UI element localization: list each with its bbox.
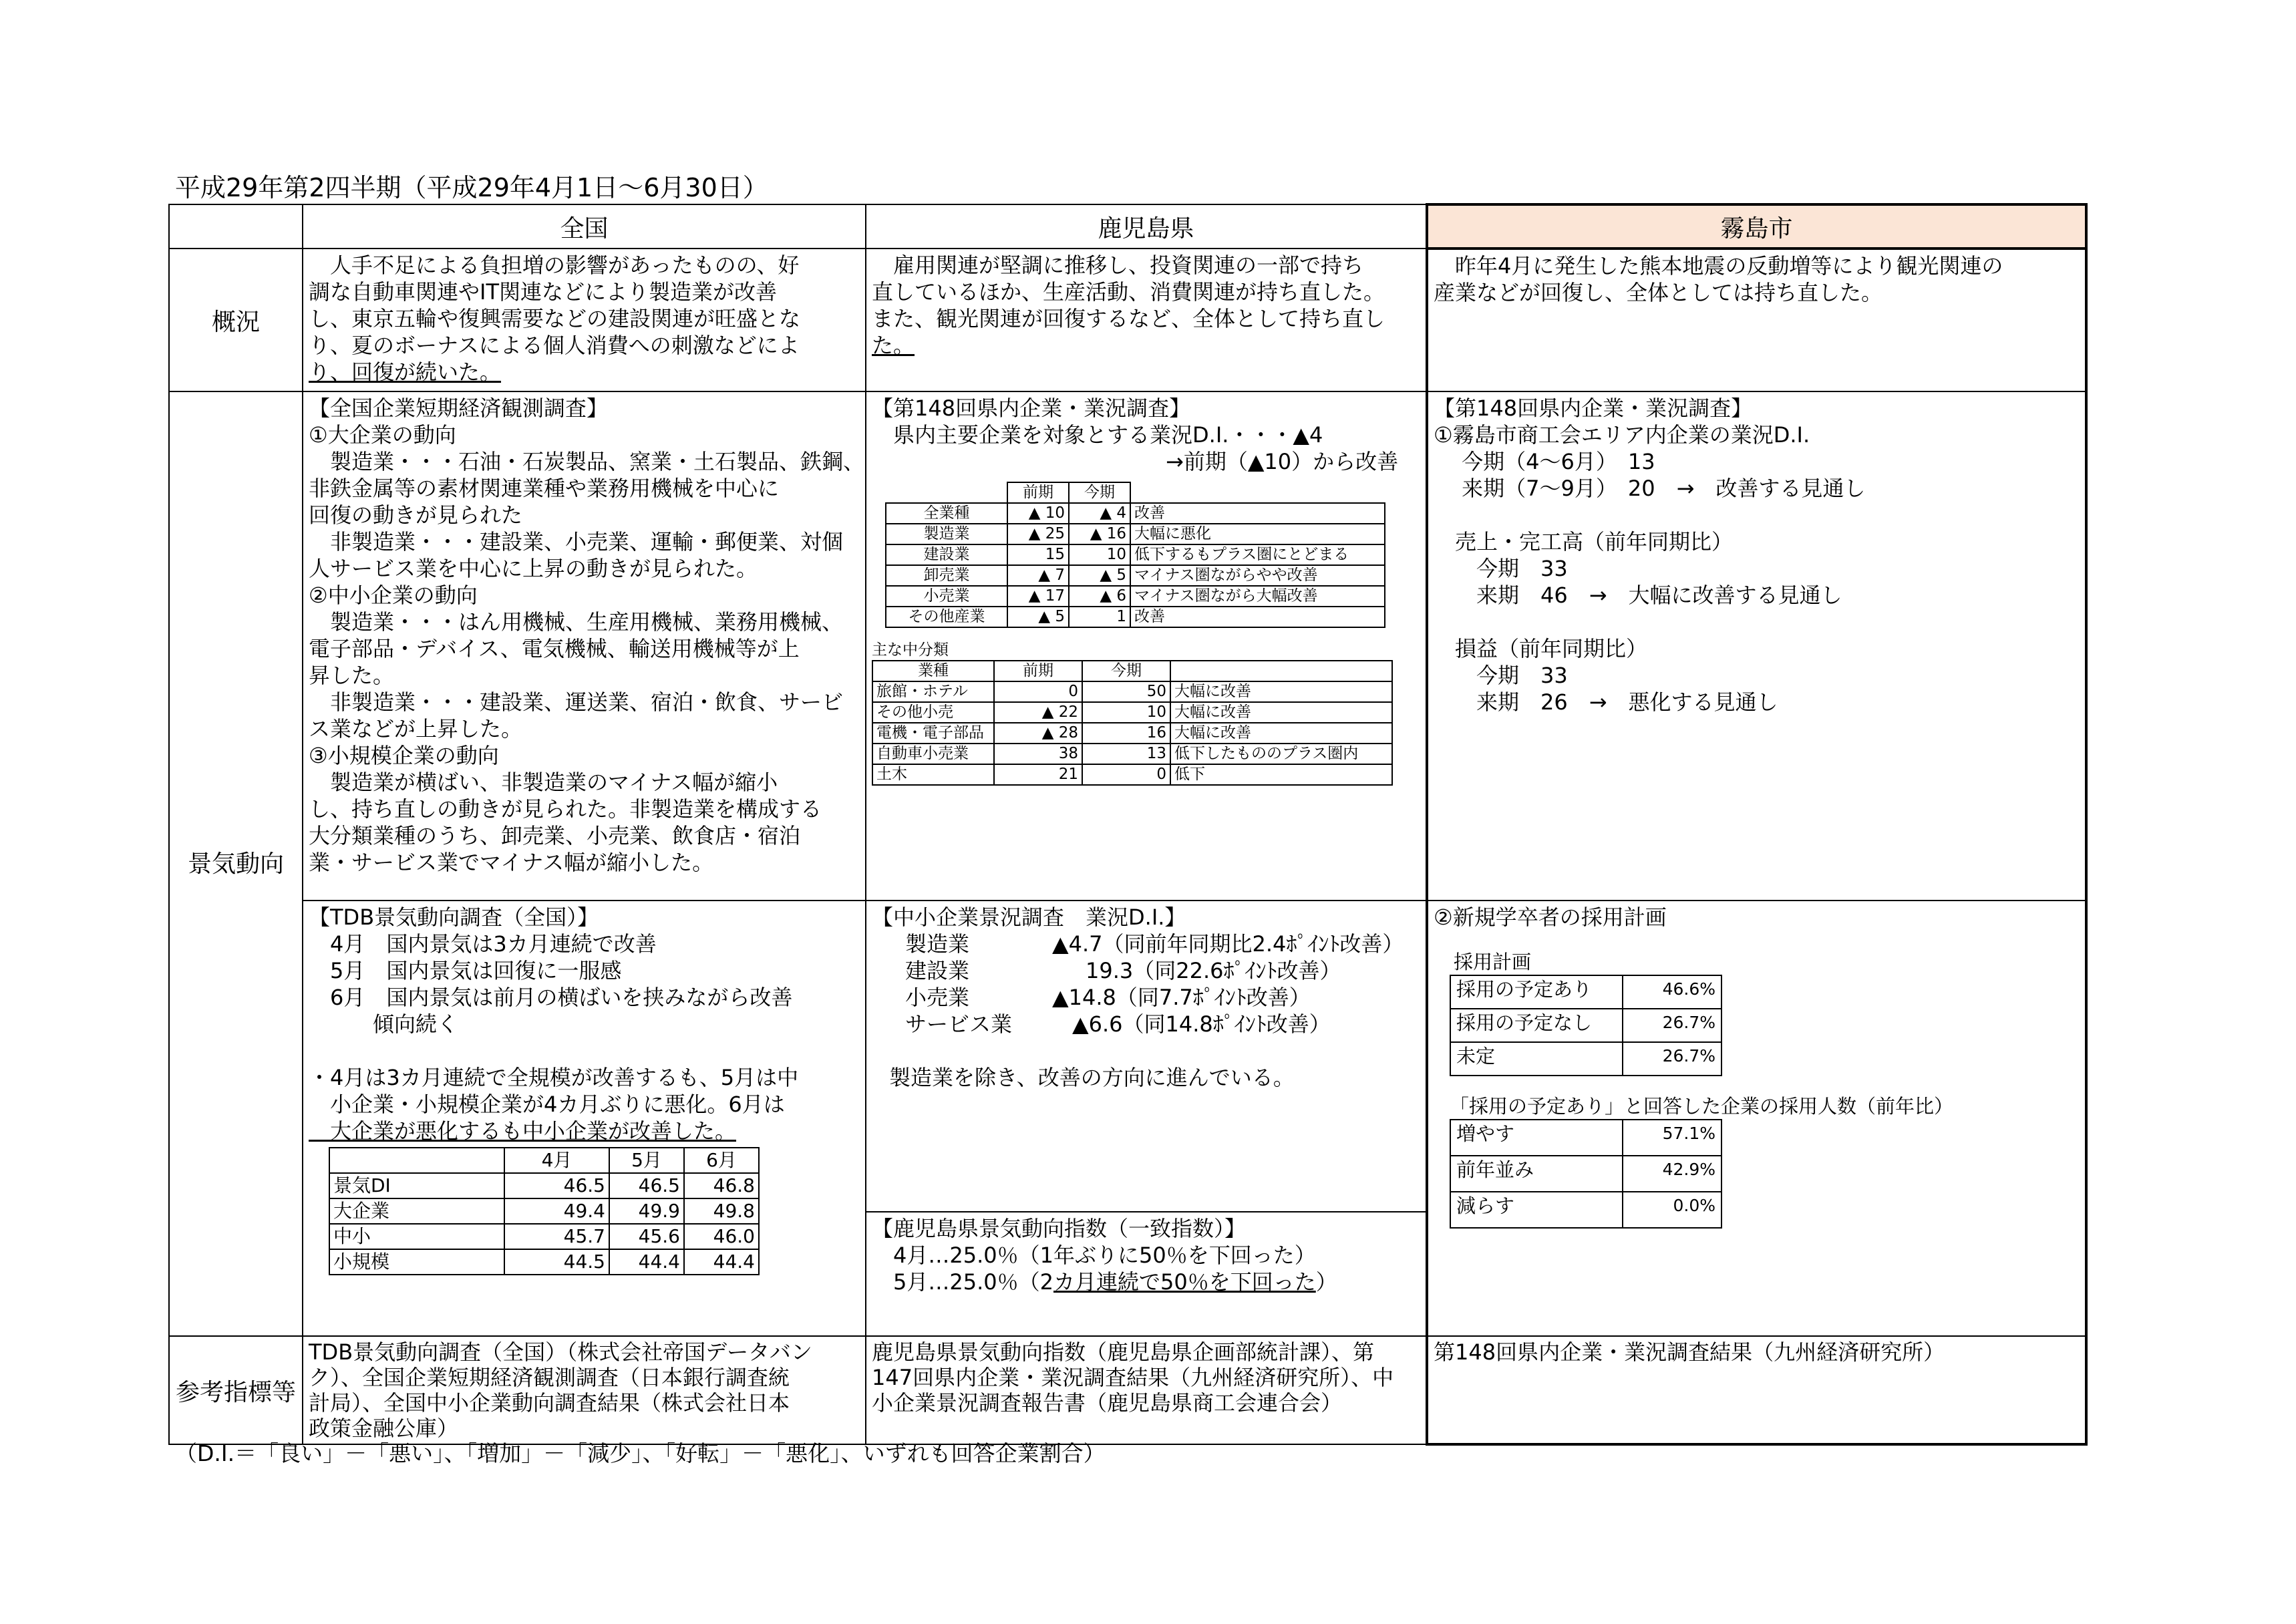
hiring-count-table bbox=[1450, 1119, 1722, 1229]
tdb-cell bbox=[303, 901, 866, 1336]
text-line: ス業などが上昇した。 bbox=[309, 716, 523, 742]
row-label: 小規模 bbox=[329, 1249, 504, 1275]
row-label: 中小 bbox=[329, 1224, 504, 1249]
value: 46.5 bbox=[609, 1173, 684, 1198]
economic-summary-table bbox=[168, 203, 2088, 1446]
text-line: 業・サービス業でマイナス幅が縮小した。 bbox=[309, 850, 714, 875]
prev-value: ▲ 28 bbox=[994, 723, 1082, 744]
table-row bbox=[886, 524, 1385, 544]
text-line: 小企業景況調査報告書（鹿児島県商工会連合会） bbox=[872, 1390, 1343, 1416]
curr-value: 50 bbox=[1082, 681, 1170, 702]
industry: その他産業 bbox=[886, 607, 1007, 627]
col-header: 6月 bbox=[684, 1148, 759, 1173]
text-line: 製造業が横ばい、非製造業のマイナス幅が縮小 bbox=[309, 770, 778, 795]
text-line: 大企業が悪化するも中小企業が改善した。 bbox=[309, 1118, 737, 1144]
text-line: 今期（4〜6月） 13 bbox=[1434, 449, 1655, 474]
comment: 大幅に改善 bbox=[1170, 723, 1392, 744]
prev-value: 21 bbox=[994, 764, 1082, 785]
spacer bbox=[1434, 502, 2080, 528]
tankan-cell bbox=[303, 391, 866, 901]
prev-value: 0 bbox=[994, 681, 1082, 702]
text-line: 人手不足による負担増の影響があったものの、好 bbox=[309, 253, 800, 278]
page-title: 平成29年第2四半期（平成29年4月1日〜6月30日） bbox=[175, 173, 768, 202]
corner-cell bbox=[169, 204, 303, 249]
table-row bbox=[1450, 1192, 1721, 1228]
sme-value: ▲6.6（同14.8ﾎﾟｲﾝﾄ改善） bbox=[1072, 1011, 1331, 1037]
text-line: 第148回県内企業・業況調査結果（九州経済研究所） bbox=[1434, 1339, 1945, 1365]
count-label: 増やす bbox=[1450, 1120, 1623, 1156]
comment: 大幅に悪化 bbox=[1130, 524, 1385, 544]
table-row bbox=[886, 607, 1385, 627]
text-line: 大分類業種のうち、卸売業、小売業、飲食店・宿泊 bbox=[309, 823, 801, 848]
header-prefecture: 鹿児島県 bbox=[866, 204, 1427, 249]
table-row bbox=[1450, 1120, 1721, 1156]
row-label-overview: 概況 bbox=[169, 249, 303, 391]
text-line: 製造業・・・はん用機械、生産用機械、業務用機械、 bbox=[309, 609, 844, 635]
spacer bbox=[1434, 609, 2080, 635]
table-row bbox=[886, 565, 1385, 586]
comment: 大幅に改善 bbox=[1170, 702, 1392, 723]
reference-national bbox=[303, 1336, 866, 1444]
hiring-heading: ②新規学卒者の採用計画 bbox=[1434, 905, 1667, 930]
prev-value: 15 bbox=[1007, 544, 1069, 565]
sme-value: ▲4.7（同前年同期比2.4ﾎﾟｲﾝﾄ改善） bbox=[1052, 931, 1404, 957]
value: 46.0 bbox=[684, 1224, 759, 1249]
text-line: 来期（7〜9月） 20 → 改善する見通し bbox=[1434, 476, 1866, 501]
subcategory-title: 主な中分類 bbox=[872, 641, 949, 659]
row-label-trend: 景気動向 bbox=[169, 391, 303, 1336]
industry: 自動車小売業 bbox=[872, 744, 994, 764]
col-header: 前期 bbox=[1007, 482, 1069, 503]
sme-industry: 製造業 bbox=[905, 931, 970, 957]
text-line: 非鉄金属等の素材関連業種や業務用機械を中心に bbox=[309, 476, 780, 501]
col-header: 5月 bbox=[609, 1148, 684, 1173]
text-line: 計局）、全国中小企業動向調査結果（株式会社日本 bbox=[309, 1390, 790, 1416]
row-label-reference: 参考指標等 bbox=[169, 1336, 303, 1444]
prev-value: ▲ 7 bbox=[1007, 565, 1069, 586]
industry: 小売業 bbox=[886, 586, 1007, 607]
value: 46.8 bbox=[684, 1173, 759, 1198]
prev-value: ▲ 5 bbox=[1007, 607, 1069, 627]
spacer bbox=[1434, 1076, 2080, 1094]
value: 44.5 bbox=[504, 1249, 609, 1275]
subcategory-table bbox=[872, 660, 1393, 786]
curr-value: ▲ 16 bbox=[1069, 524, 1130, 544]
curr-value: 10 bbox=[1069, 544, 1130, 565]
curr-value: 10 bbox=[1082, 702, 1170, 723]
text-line: 売上・完工高（前年同期比） bbox=[1434, 529, 1734, 554]
table-row bbox=[329, 1198, 759, 1224]
comment: 改善 bbox=[1130, 503, 1385, 524]
sme-row bbox=[872, 957, 1420, 984]
prev-value: 38 bbox=[994, 744, 1082, 764]
value: 44.4 bbox=[684, 1249, 759, 1275]
sme-row bbox=[872, 931, 1420, 957]
text-line: 人サービス業を中心に上昇の動きが見られた。 bbox=[309, 556, 758, 581]
text-line: 非製造業・・・建設業、運送業、宿泊・飲食、サービ bbox=[309, 689, 844, 715]
table-row bbox=[872, 681, 1392, 702]
sme-industry: サービス業 bbox=[905, 1011, 1013, 1037]
hiring-count-title: 「採用の予定あり」と回答した企業の採用人数（前年比） bbox=[1450, 1095, 1954, 1118]
text-line: し、持ち直しの動きが見られた。非製造業を構成する bbox=[309, 796, 822, 822]
text-line: 小企業・小規模企業が4カ月ぶりに悪化。6月は bbox=[309, 1092, 785, 1117]
text-line: ク）、全国企業短期経済観測調査（日本銀行調査統 bbox=[309, 1365, 790, 1390]
tdb-table bbox=[329, 1147, 760, 1275]
count-value: 42.9% bbox=[1623, 1156, 1721, 1192]
text-line: り、夏のボーナスによる個人消費への刺激などによ bbox=[309, 333, 800, 358]
sme-heading: 【中小企業景況調査 業況D.I.】 bbox=[872, 905, 1186, 930]
curr-value: 16 bbox=[1082, 723, 1170, 744]
plan-value: 26.7% bbox=[1623, 1042, 1721, 1076]
count-label: 前年並み bbox=[1450, 1156, 1623, 1192]
reference-prefecture bbox=[866, 1336, 1427, 1444]
text-line: 来期 26 → 悪化する見通し bbox=[1434, 689, 1778, 715]
plan-value: 46.6% bbox=[1623, 975, 1721, 1009]
text-line: ①大企業の動向 bbox=[309, 422, 456, 448]
text-part: ） bbox=[1315, 1269, 1337, 1295]
value: 45.7 bbox=[504, 1224, 609, 1249]
sme-row bbox=[872, 984, 1420, 1011]
pref-di-table bbox=[885, 482, 1385, 628]
industry: 建設業 bbox=[886, 544, 1007, 565]
text-line: 製造業・・・石油・石炭製品、窯業・土石製品、鉄鋼、 bbox=[309, 449, 865, 474]
industry: 製造業 bbox=[886, 524, 1007, 544]
sme-industry: 小売業 bbox=[905, 985, 970, 1010]
text-line: 県内主要企業を対象とする業況D.I.・・・▲4 bbox=[872, 422, 1323, 448]
table-row bbox=[1450, 1009, 1721, 1042]
sme-row bbox=[872, 1011, 1420, 1037]
table-row bbox=[1450, 975, 1721, 1009]
count-value: 57.1% bbox=[1623, 1120, 1721, 1156]
header-national: 全国 bbox=[303, 204, 866, 249]
value: 49.8 bbox=[684, 1198, 759, 1224]
tankan-heading: 【全国企業短期経済観測調査】 bbox=[309, 395, 609, 421]
text-line: 損益（前年同期比） bbox=[1434, 636, 1648, 661]
row-label: 景気DI bbox=[329, 1173, 504, 1198]
text-line: 傾向続く bbox=[309, 1011, 459, 1037]
col-header: 今期 bbox=[1069, 482, 1130, 503]
pref-index-heading: 【鹿児島県景気動向指数（一致指数）】 bbox=[872, 1216, 1247, 1241]
text-line: 産業などが回復し、全体としては持ち直した。 bbox=[1434, 280, 1883, 305]
trend-row-2 bbox=[169, 901, 2086, 1336]
industry: 全業種 bbox=[886, 503, 1007, 524]
hiring-cell bbox=[1427, 901, 2086, 1336]
text-line: 今期 33 bbox=[1434, 663, 1568, 688]
comment: 低下したもののプラス圏内 bbox=[1170, 744, 1392, 764]
curr-value: 1 bbox=[1069, 607, 1130, 627]
col-header: 業種 bbox=[872, 661, 994, 681]
count-label: 減らす bbox=[1450, 1192, 1623, 1228]
city-survey-heading: 【第148回県内企業・業況調査】 bbox=[1434, 395, 1753, 421]
text-line: 調な自動車関連やIT関連などにより製造業が改善 bbox=[309, 279, 777, 305]
comment: 改善 bbox=[1130, 607, 1385, 627]
text-line: 6月 国内景気は前月の横ばいを挟みながら改善 bbox=[309, 985, 793, 1010]
text-line: 今期 33 bbox=[1434, 556, 1568, 581]
prev-value: ▲ 22 bbox=[994, 702, 1082, 723]
value: 45.6 bbox=[609, 1224, 684, 1249]
text-line: ・4月は3カ月連続で全規模が改善するも、5月は中 bbox=[309, 1065, 799, 1090]
hiring-plan-title: 採用計画 bbox=[1454, 951, 1532, 973]
footnote: （D.I.＝「良い」－「悪い」、「増加」－「減少」、「好転」－「悪化」、いずれも回答企業割合） bbox=[175, 1440, 1106, 1466]
plan-value: 26.7% bbox=[1623, 1009, 1721, 1042]
text-line: 直しているほか、生産活動、消費関連が持ち直した。 bbox=[872, 279, 1385, 305]
industry: その他小売 bbox=[872, 702, 994, 723]
row-label: 大企業 bbox=[329, 1198, 504, 1224]
count-value: 0.0% bbox=[1623, 1192, 1721, 1228]
pref-survey-cell bbox=[866, 391, 1427, 901]
overview-national bbox=[303, 249, 866, 391]
trend-row-1 bbox=[169, 391, 2086, 901]
industry: 卸売業 bbox=[886, 565, 1007, 586]
text-line: し、東京五輪や復興需要などの建設関連が旺盛とな bbox=[309, 306, 801, 331]
pref-trend-lower-cell bbox=[866, 901, 1427, 1336]
value: 46.5 bbox=[504, 1173, 609, 1198]
text-line: 政策金融公庫） bbox=[309, 1416, 459, 1441]
table-row bbox=[872, 764, 1392, 785]
value: 44.4 bbox=[609, 1249, 684, 1275]
header-city: 霧島市 bbox=[1427, 204, 2086, 249]
text-line: 147回県内企業・業況調査結果（九州経済研究所）、中 bbox=[872, 1365, 1394, 1390]
tdb-heading: 【TDB景気動向調査（全国）】 bbox=[309, 905, 599, 930]
sme-industry: 建設業 bbox=[905, 958, 970, 983]
text-line: →前期（▲10）から改善 bbox=[1166, 449, 1399, 474]
curr-value: ▲ 5 bbox=[1069, 565, 1130, 586]
overview-row bbox=[169, 249, 2086, 391]
header-row bbox=[169, 204, 2086, 249]
comment: マイナス圏ながらやや改善 bbox=[1130, 565, 1385, 586]
text-line: 雇用関連が堅調に推移し、投資関連の一部で持ち bbox=[872, 253, 1364, 278]
curr-value: 13 bbox=[1082, 744, 1170, 764]
spacer bbox=[1434, 931, 2080, 949]
comment: 大幅に改善 bbox=[1170, 681, 1392, 702]
text-line: TDB景気動向調査（全国）（株式会社帝国データバン bbox=[309, 1339, 812, 1365]
text-line: 回復の動きが見られた bbox=[309, 502, 523, 528]
text-line: た。 bbox=[872, 333, 915, 358]
col-header: 今期 bbox=[1082, 661, 1170, 681]
prev-value: ▲ 10 bbox=[1007, 503, 1069, 524]
spacer bbox=[309, 1037, 860, 1064]
text-line: 4月…25.0％（1年ぶりに50％を下回った） bbox=[872, 1243, 1316, 1268]
pref-index-box bbox=[866, 1212, 1426, 1298]
prev-value: ▲ 17 bbox=[1007, 586, 1069, 607]
overview-city bbox=[1427, 249, 2086, 391]
text-line: 鹿児島県景気動向指数（鹿児島県企画部統計課）、第 bbox=[872, 1339, 1375, 1365]
prev-value: ▲ 25 bbox=[1007, 524, 1069, 544]
table-row bbox=[872, 723, 1392, 744]
text-part: カ月連続で50％を下回った bbox=[1053, 1269, 1316, 1295]
reference-row bbox=[169, 1336, 2086, 1444]
sme-value: 19.3（同22.6ﾎﾟｲﾝﾄ改善） bbox=[1086, 958, 1341, 983]
sme-note: 製造業を除き、改善の方向に進んでいる。 bbox=[889, 1065, 1295, 1090]
hiring-plan-table bbox=[1450, 975, 1722, 1076]
curr-value: ▲ 4 bbox=[1069, 503, 1130, 524]
text-line: ①霧島市商工会エリア内企業の業況D.I. bbox=[1434, 422, 1810, 448]
text-line: 昇した。 bbox=[309, 663, 395, 688]
curr-value: ▲ 6 bbox=[1069, 586, 1130, 607]
industry: 電機・電子部品 bbox=[872, 723, 994, 744]
comment: マイナス圏ながら大幅改善 bbox=[1130, 586, 1385, 607]
overview-prefecture bbox=[866, 249, 1427, 391]
col-header: 4月 bbox=[504, 1148, 609, 1173]
curr-value: 0 bbox=[1082, 764, 1170, 785]
industry: 旅館・ホテル bbox=[872, 681, 994, 702]
table-row bbox=[329, 1224, 759, 1249]
text-line bbox=[872, 1269, 1420, 1295]
text-line: 電子部品・デバイス、電気機械、輸送用機械等が上 bbox=[309, 636, 800, 661]
text-line: ③小規模企業の動向 bbox=[309, 743, 499, 768]
text-line: 4月 国内景気は3カ月連続で改善 bbox=[309, 931, 657, 957]
table-row bbox=[329, 1249, 759, 1275]
table-row bbox=[329, 1173, 759, 1198]
plan-label: 採用の予定なし bbox=[1450, 1009, 1623, 1042]
table-row bbox=[872, 744, 1392, 764]
col-header: 前期 bbox=[994, 661, 1082, 681]
sme-survey-box bbox=[866, 901, 1426, 1212]
value: 49.9 bbox=[609, 1198, 684, 1224]
table-row bbox=[872, 702, 1392, 723]
text-line: 来期 46 → 大幅に改善する見通し bbox=[1434, 583, 1842, 608]
plan-label: 未定 bbox=[1450, 1042, 1623, 1076]
sme-value: ▲14.8（同7.7ﾎﾟｲﾝﾄ改善） bbox=[1052, 985, 1311, 1010]
industry: 土木 bbox=[872, 764, 994, 785]
comment: 低下するもプラス圏にとどまる bbox=[1130, 544, 1385, 565]
table-row bbox=[1450, 1156, 1721, 1192]
table-row bbox=[886, 544, 1385, 565]
text-line: 昨年4月に発生した熊本地震の反動増等により観光関連の bbox=[1434, 253, 2003, 279]
text-part: 5月…25.0％（2 bbox=[872, 1269, 1053, 1295]
reference-city bbox=[1427, 1336, 2086, 1444]
text-line: また、観光関連が回復するなど、全体として持ち直し bbox=[872, 306, 1385, 331]
pref-survey-heading: 【第148回県内企業・業況調査】 bbox=[872, 395, 1191, 421]
comment: 低下 bbox=[1170, 764, 1392, 785]
text-line: 5月 国内景気は回復に一服感 bbox=[309, 958, 622, 983]
plan-label: 採用の予定あり bbox=[1450, 975, 1623, 1009]
text-line: ②中小企業の動向 bbox=[309, 583, 478, 608]
value: 49.4 bbox=[504, 1198, 609, 1224]
spacer bbox=[872, 1037, 1420, 1064]
city-survey-cell bbox=[1427, 391, 2086, 901]
text-line: り、回復が続いた。 bbox=[309, 359, 502, 385]
table-row bbox=[1450, 1042, 1721, 1076]
text-line: 非製造業・・・建設業、小売業、運輸・郵便業、対個 bbox=[309, 529, 844, 554]
table-row bbox=[886, 586, 1385, 607]
table-row bbox=[886, 503, 1385, 524]
